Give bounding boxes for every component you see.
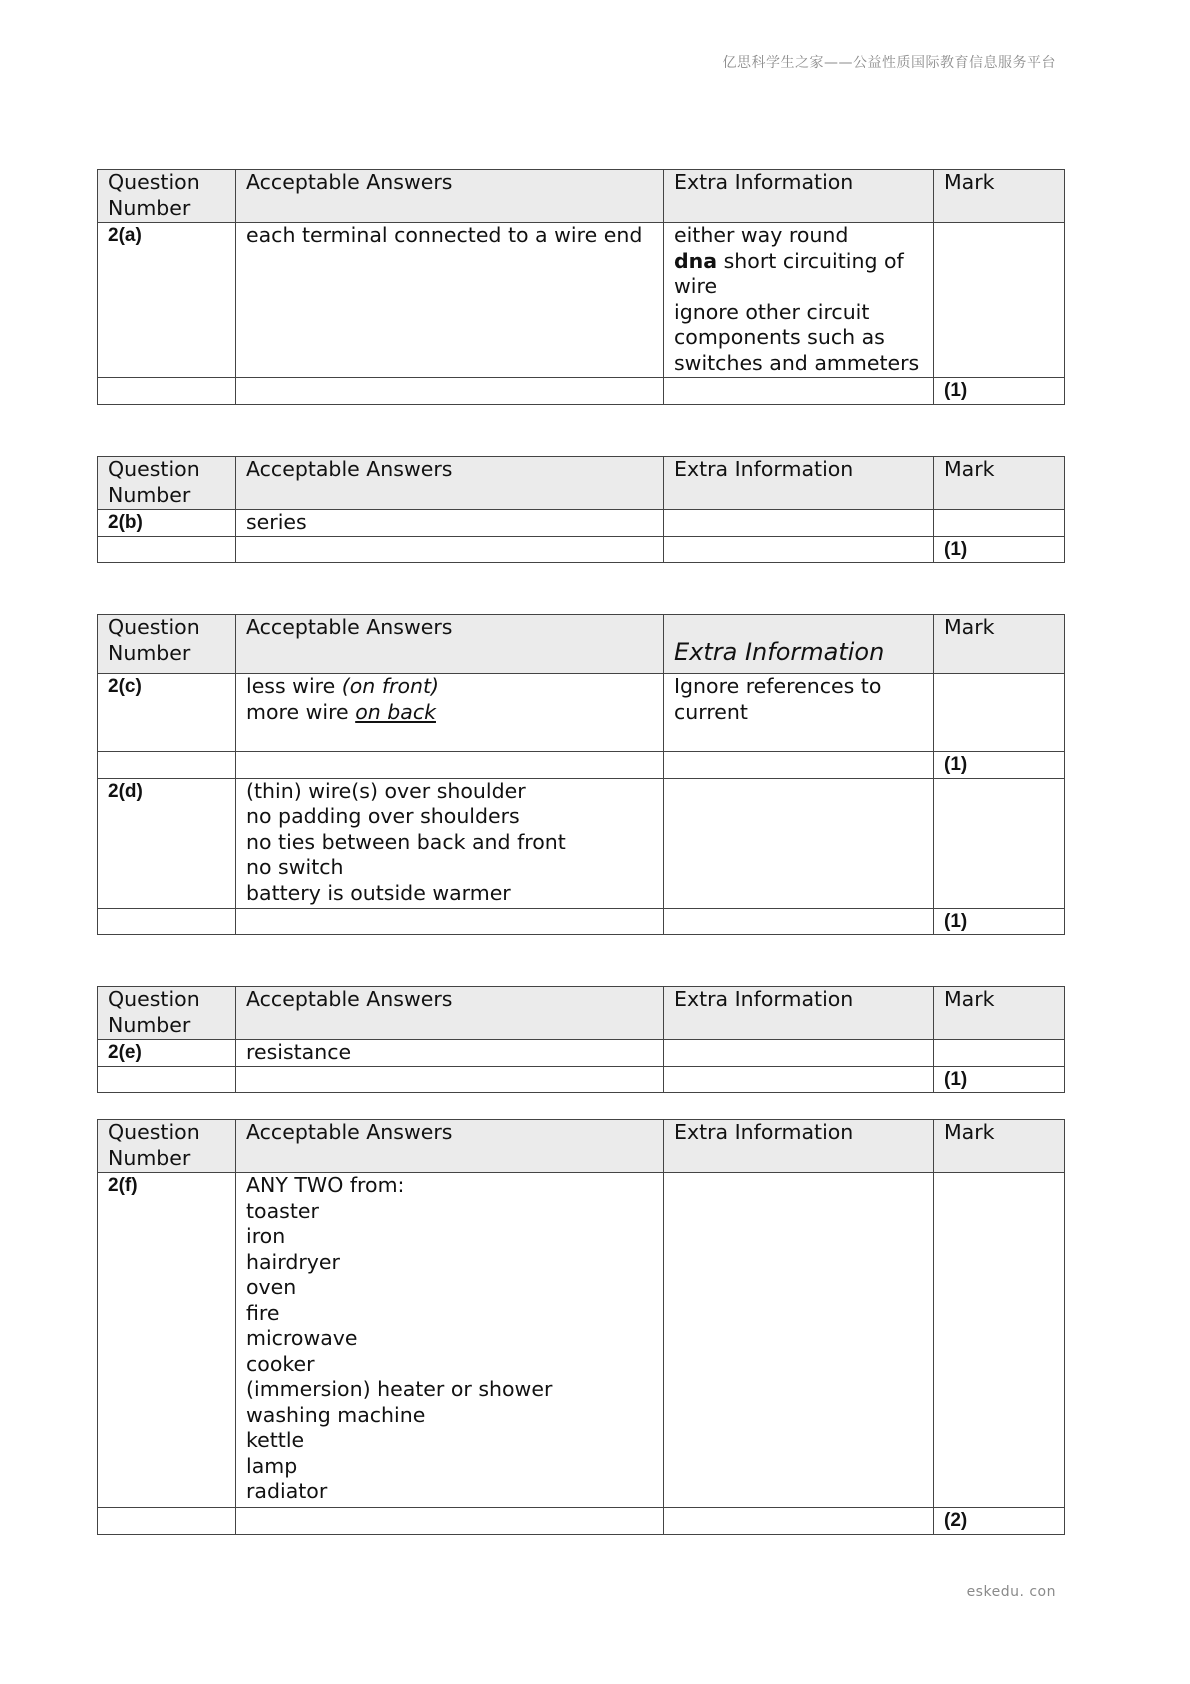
extra-information xyxy=(664,510,934,537)
answer-line: lamp xyxy=(246,1453,298,1478)
header-line: Number xyxy=(108,1012,191,1037)
answer-line: microwave xyxy=(246,1326,358,1350)
empty-cell xyxy=(98,908,236,935)
mark-row xyxy=(98,1066,1065,1093)
extra-line: wire xyxy=(674,274,718,298)
extra-information-label: Extra Information xyxy=(674,638,885,666)
extra-information xyxy=(664,223,934,378)
acceptable-answers-header: Acceptable Answers xyxy=(236,987,664,1040)
extra-information-header: Extra Information xyxy=(664,457,934,510)
acceptable-answers-header: Acceptable Answers xyxy=(236,615,664,674)
dna-abbrev: dna xyxy=(674,248,718,273)
question-number: 2(d) xyxy=(98,778,236,908)
mark-value: (1) xyxy=(934,536,1065,563)
markscheme-table-2a xyxy=(97,169,1065,405)
header-row xyxy=(98,987,1065,1040)
answer-line: oven xyxy=(246,1275,297,1299)
acceptable-answers-header: Acceptable Answers xyxy=(236,457,664,510)
acceptable-answer xyxy=(236,1173,664,1508)
acceptable-answer: each terminal connected to a wire end xyxy=(236,223,664,378)
mark-row xyxy=(98,908,1065,935)
answer-line: ANY TWO from: xyxy=(246,1173,405,1197)
question-number: 2(f) xyxy=(98,1173,236,1508)
acceptable-answer: series xyxy=(236,510,664,537)
answer-line: no ties between back and front xyxy=(246,829,566,854)
empty-cell xyxy=(664,752,934,779)
mark-row xyxy=(98,378,1065,405)
answer-line xyxy=(246,674,653,700)
page-header: 亿思科学生之家——公益性质国际教育信息服务平台 xyxy=(722,55,1056,71)
header-line: Question xyxy=(108,987,200,1011)
extra-line: switches and ammeters xyxy=(674,350,920,375)
mark-header: Mark xyxy=(934,987,1065,1040)
mark-value: (2) xyxy=(934,1508,1065,1535)
empty-cell xyxy=(664,908,934,935)
acceptable-answer xyxy=(236,674,664,752)
extra-information xyxy=(664,1040,934,1067)
extra-line: Ignore references to xyxy=(674,674,882,698)
answer-text: less wire xyxy=(246,674,342,698)
header-line: Question xyxy=(108,170,200,194)
answer-qualifier: (on front) xyxy=(341,674,440,698)
extra-information-header: Extra Information xyxy=(664,987,934,1040)
extra-information-header xyxy=(664,615,934,674)
answer-line: cooker xyxy=(246,1351,315,1376)
answer-line: battery is outside warmer xyxy=(246,880,511,905)
markscheme-table-2c-2d xyxy=(97,614,1065,935)
answer-line: hairdryer xyxy=(246,1249,340,1274)
answer-text: more wire xyxy=(246,699,356,724)
page-footer: eskedu. con xyxy=(966,1584,1056,1600)
empty-cell xyxy=(236,378,664,405)
extra-line: current xyxy=(674,699,748,724)
mark-header: Mark xyxy=(934,457,1065,510)
mark-cell xyxy=(934,1040,1065,1067)
question-number-header xyxy=(98,170,236,223)
question-number: 2(e) xyxy=(98,1040,236,1067)
extra-information-header: Extra Information xyxy=(664,1120,934,1173)
header-row xyxy=(98,615,1065,674)
acceptable-answers-header: Acceptable Answers xyxy=(236,170,664,223)
header-row xyxy=(98,1120,1065,1173)
acceptable-answer xyxy=(236,778,664,908)
empty-cell xyxy=(664,1508,934,1535)
header-line: Question xyxy=(108,457,200,481)
acceptable-answer: resistance xyxy=(236,1040,664,1067)
empty-cell xyxy=(98,536,236,563)
answer-line xyxy=(246,700,653,726)
answer-line: washing machine xyxy=(246,1402,426,1427)
empty-cell xyxy=(98,378,236,405)
mark-row xyxy=(98,1508,1065,1535)
answer-line: (immersion) heater or shower xyxy=(246,1377,553,1401)
extra-line: either way round xyxy=(674,223,849,247)
answer-line: no switch xyxy=(246,855,344,879)
answer-line: no padding over shoulders xyxy=(246,804,520,828)
answer-qualifier: on back xyxy=(355,699,436,724)
extra-information xyxy=(664,1173,934,1508)
question-number: 2(a) xyxy=(98,223,236,378)
answer-line: toaster xyxy=(246,1198,319,1223)
mark-header: Mark xyxy=(934,1120,1065,1173)
question-number-header xyxy=(98,615,236,674)
answer-row xyxy=(98,510,1065,537)
mark-cell xyxy=(934,674,1065,752)
answer-line: radiator xyxy=(246,1479,328,1503)
empty-cell xyxy=(236,908,664,935)
answer-row xyxy=(98,223,1065,378)
extra-line: components such as xyxy=(674,325,885,349)
header-row xyxy=(98,457,1065,510)
extra-line: ignore other circuit xyxy=(674,299,870,324)
question-number: 2(c) xyxy=(98,674,236,752)
empty-cell xyxy=(236,1066,664,1093)
header-row xyxy=(98,170,1065,223)
header-line: Number xyxy=(108,640,191,665)
mark-cell xyxy=(934,223,1065,378)
mark-value: (1) xyxy=(934,1066,1065,1093)
acceptable-answers-header: Acceptable Answers xyxy=(236,1120,664,1173)
mark-header: Mark xyxy=(934,615,1065,674)
question-number-header xyxy=(98,987,236,1040)
question-number-header xyxy=(98,457,236,510)
empty-cell xyxy=(664,378,934,405)
answer-row xyxy=(98,1173,1065,1508)
mark-value: (1) xyxy=(934,378,1065,405)
question-number: 2(b) xyxy=(98,510,236,537)
empty-cell xyxy=(236,1508,664,1535)
header-line: Question xyxy=(108,615,200,639)
mark-cell xyxy=(934,1173,1065,1508)
header-line: Question xyxy=(108,1120,200,1144)
extra-line xyxy=(674,249,923,275)
answer-row xyxy=(98,674,1065,752)
empty-cell xyxy=(98,752,236,779)
markscheme-table-2b xyxy=(97,456,1065,563)
answer-row xyxy=(98,778,1065,908)
mark-value: (1) xyxy=(934,908,1065,935)
answer-line: iron xyxy=(246,1224,286,1248)
extra-text: short circuiting of xyxy=(717,248,904,273)
answer-line: (thin) wire(s) over shoulder xyxy=(246,778,526,803)
answer-row xyxy=(98,1040,1065,1067)
header-line: Number xyxy=(108,195,191,220)
empty-cell xyxy=(236,536,664,563)
extra-information xyxy=(664,778,934,908)
empty-cell xyxy=(236,752,664,779)
header-line: Number xyxy=(108,482,191,507)
answer-line: kettle xyxy=(246,1428,305,1452)
extra-information-header: Extra Information xyxy=(664,170,934,223)
mark-header: Mark xyxy=(934,170,1065,223)
answer-line: fire xyxy=(246,1300,280,1325)
mark-cell xyxy=(934,510,1065,537)
mark-cell xyxy=(934,778,1065,908)
extra-information xyxy=(664,674,934,752)
mark-row xyxy=(98,536,1065,563)
markscheme-table-2e xyxy=(97,986,1065,1093)
header-line: Number xyxy=(108,1145,191,1170)
empty-cell xyxy=(664,1066,934,1093)
empty-cell xyxy=(98,1066,236,1093)
mark-value: (1) xyxy=(934,752,1065,779)
mark-row xyxy=(98,752,1065,779)
empty-cell xyxy=(664,536,934,563)
empty-cell xyxy=(98,1508,236,1535)
markscheme-table-2f xyxy=(97,1119,1065,1535)
question-number-header xyxy=(98,1120,236,1173)
